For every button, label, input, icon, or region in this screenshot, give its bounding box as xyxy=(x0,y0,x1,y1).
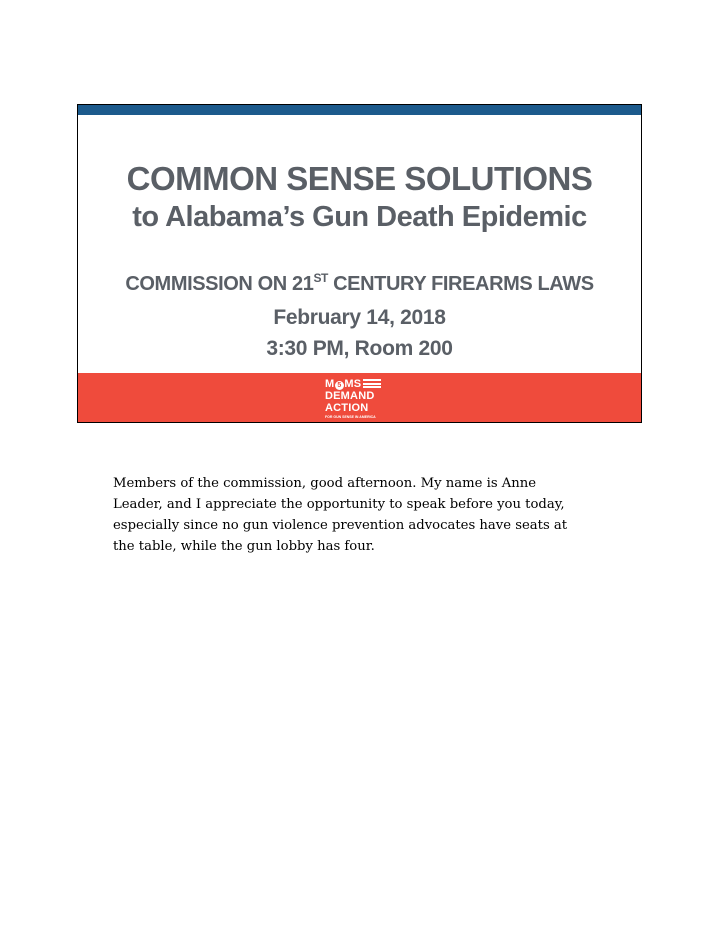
logo-ms: MS xyxy=(344,378,362,390)
logo-line-demand: DEMAND xyxy=(325,390,375,402)
commission-prefix: COMMISSION ON 21 xyxy=(125,273,314,295)
slide-thumbnail xyxy=(77,104,642,423)
commission-superscript: ST xyxy=(313,271,328,285)
slide-footer-band xyxy=(78,373,641,423)
logo-circle-icon: 5 xyxy=(335,381,344,390)
logo-line-action: ACTION xyxy=(325,402,369,414)
logo-stripes-icon xyxy=(363,379,381,388)
slide-top-bar xyxy=(78,105,641,115)
slide-date: February 14, 2018 xyxy=(273,306,446,329)
slide-commission-heading xyxy=(78,272,641,296)
notes-line: Leader, and I appreciate the opportunity to speak before you today, xyxy=(113,497,565,512)
notes-line: the table, while the gun lobby has four. xyxy=(113,539,375,554)
slide-title: COMMON SENSE SOLUTIONS xyxy=(126,160,593,197)
speaker-notes xyxy=(113,473,613,557)
moms-demand-action-logo xyxy=(325,378,397,420)
slide-subtitle: to Alabama’s Gun Death Epidemic xyxy=(132,201,587,233)
logo-line-moms xyxy=(325,378,381,390)
notes-line: especially since no gun violence prevention advocates have seats at xyxy=(113,518,568,533)
logo-m: M xyxy=(325,378,335,390)
logo-tagline: FOR GUN SENSE IN AMERICA xyxy=(325,415,376,419)
slide-time-room: 3:30 PM, Room 200 xyxy=(266,337,453,360)
commission-suffix: CENTURY FIREARMS LAWS xyxy=(327,273,594,295)
notes-line: Members of the commission, good afternoon. My name is Anne xyxy=(113,476,537,491)
